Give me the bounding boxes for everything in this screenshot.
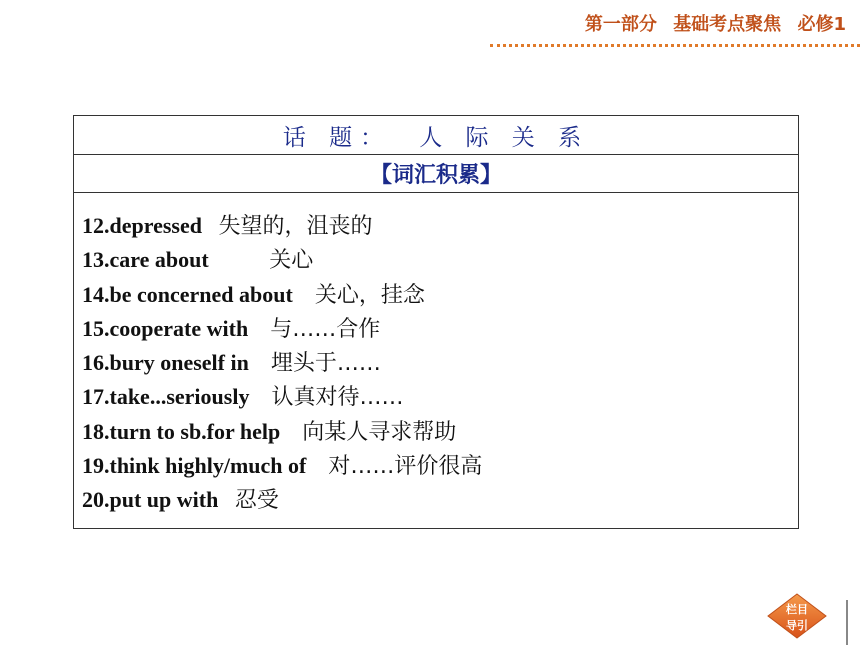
vocab-item [82, 415, 798, 449]
vocab-item [82, 483, 798, 517]
header-section: 基础考点聚焦 [673, 14, 782, 35]
vocab-item [82, 380, 798, 414]
vocab-cn: 关心，挂念 [314, 282, 425, 308]
vocab-list [74, 193, 798, 518]
vocab-en: 12.depressed [82, 213, 202, 238]
vocab-en: 18.turn to sb.for help [82, 418, 281, 444]
vocab-en: 17.take...seriously [82, 384, 250, 410]
topic-label: 话 题： [282, 124, 392, 151]
vocab-en: 19.think highly/much of [82, 453, 307, 479]
vocab-cn: 忍受 [234, 488, 279, 514]
vocab-cn: 对……评价很高 [328, 454, 483, 480]
vocab-en: 14.be concerned about [82, 281, 293, 307]
vocab-en: 13.care about [82, 247, 209, 273]
header-part: 第一部分 [584, 14, 657, 35]
header-dotted-rule [490, 44, 860, 47]
vocab-item [82, 209, 798, 243]
section-guide-button[interactable] [766, 592, 828, 640]
nav-label-line1: 栏目 [786, 603, 808, 616]
vocab-panel [73, 115, 799, 529]
vocab-cn: 失望的，沮丧的 [218, 214, 373, 239]
vocab-cn: 埋头于…… [270, 351, 381, 377]
vocab-item [82, 312, 798, 346]
page-header [575, 10, 846, 36]
vocab-cn: 认真对待…… [271, 385, 404, 411]
nav-label-line2: 导引 [786, 619, 808, 632]
vocab-title: 【词汇积累】 [74, 155, 798, 193]
vocab-en: 16.bury oneself in [82, 350, 249, 376]
vocab-item [82, 243, 798, 277]
vocab-item [82, 278, 798, 312]
header-book: 必修1 [797, 14, 846, 35]
page-corner-line [846, 600, 860, 645]
vocab-cn: 与……合作 [270, 316, 381, 342]
topic-value: 人 际 关 系 [419, 124, 590, 151]
vocab-item [82, 449, 798, 483]
vocab-en: 20.put up with [82, 487, 219, 513]
topic-row [74, 116, 798, 155]
vocab-cn: 关心 [269, 248, 314, 274]
vocab-item [82, 346, 798, 380]
vocab-en: 15.cooperate with [82, 315, 249, 341]
vocab-cn: 向某人寻求帮助 [302, 419, 457, 445]
